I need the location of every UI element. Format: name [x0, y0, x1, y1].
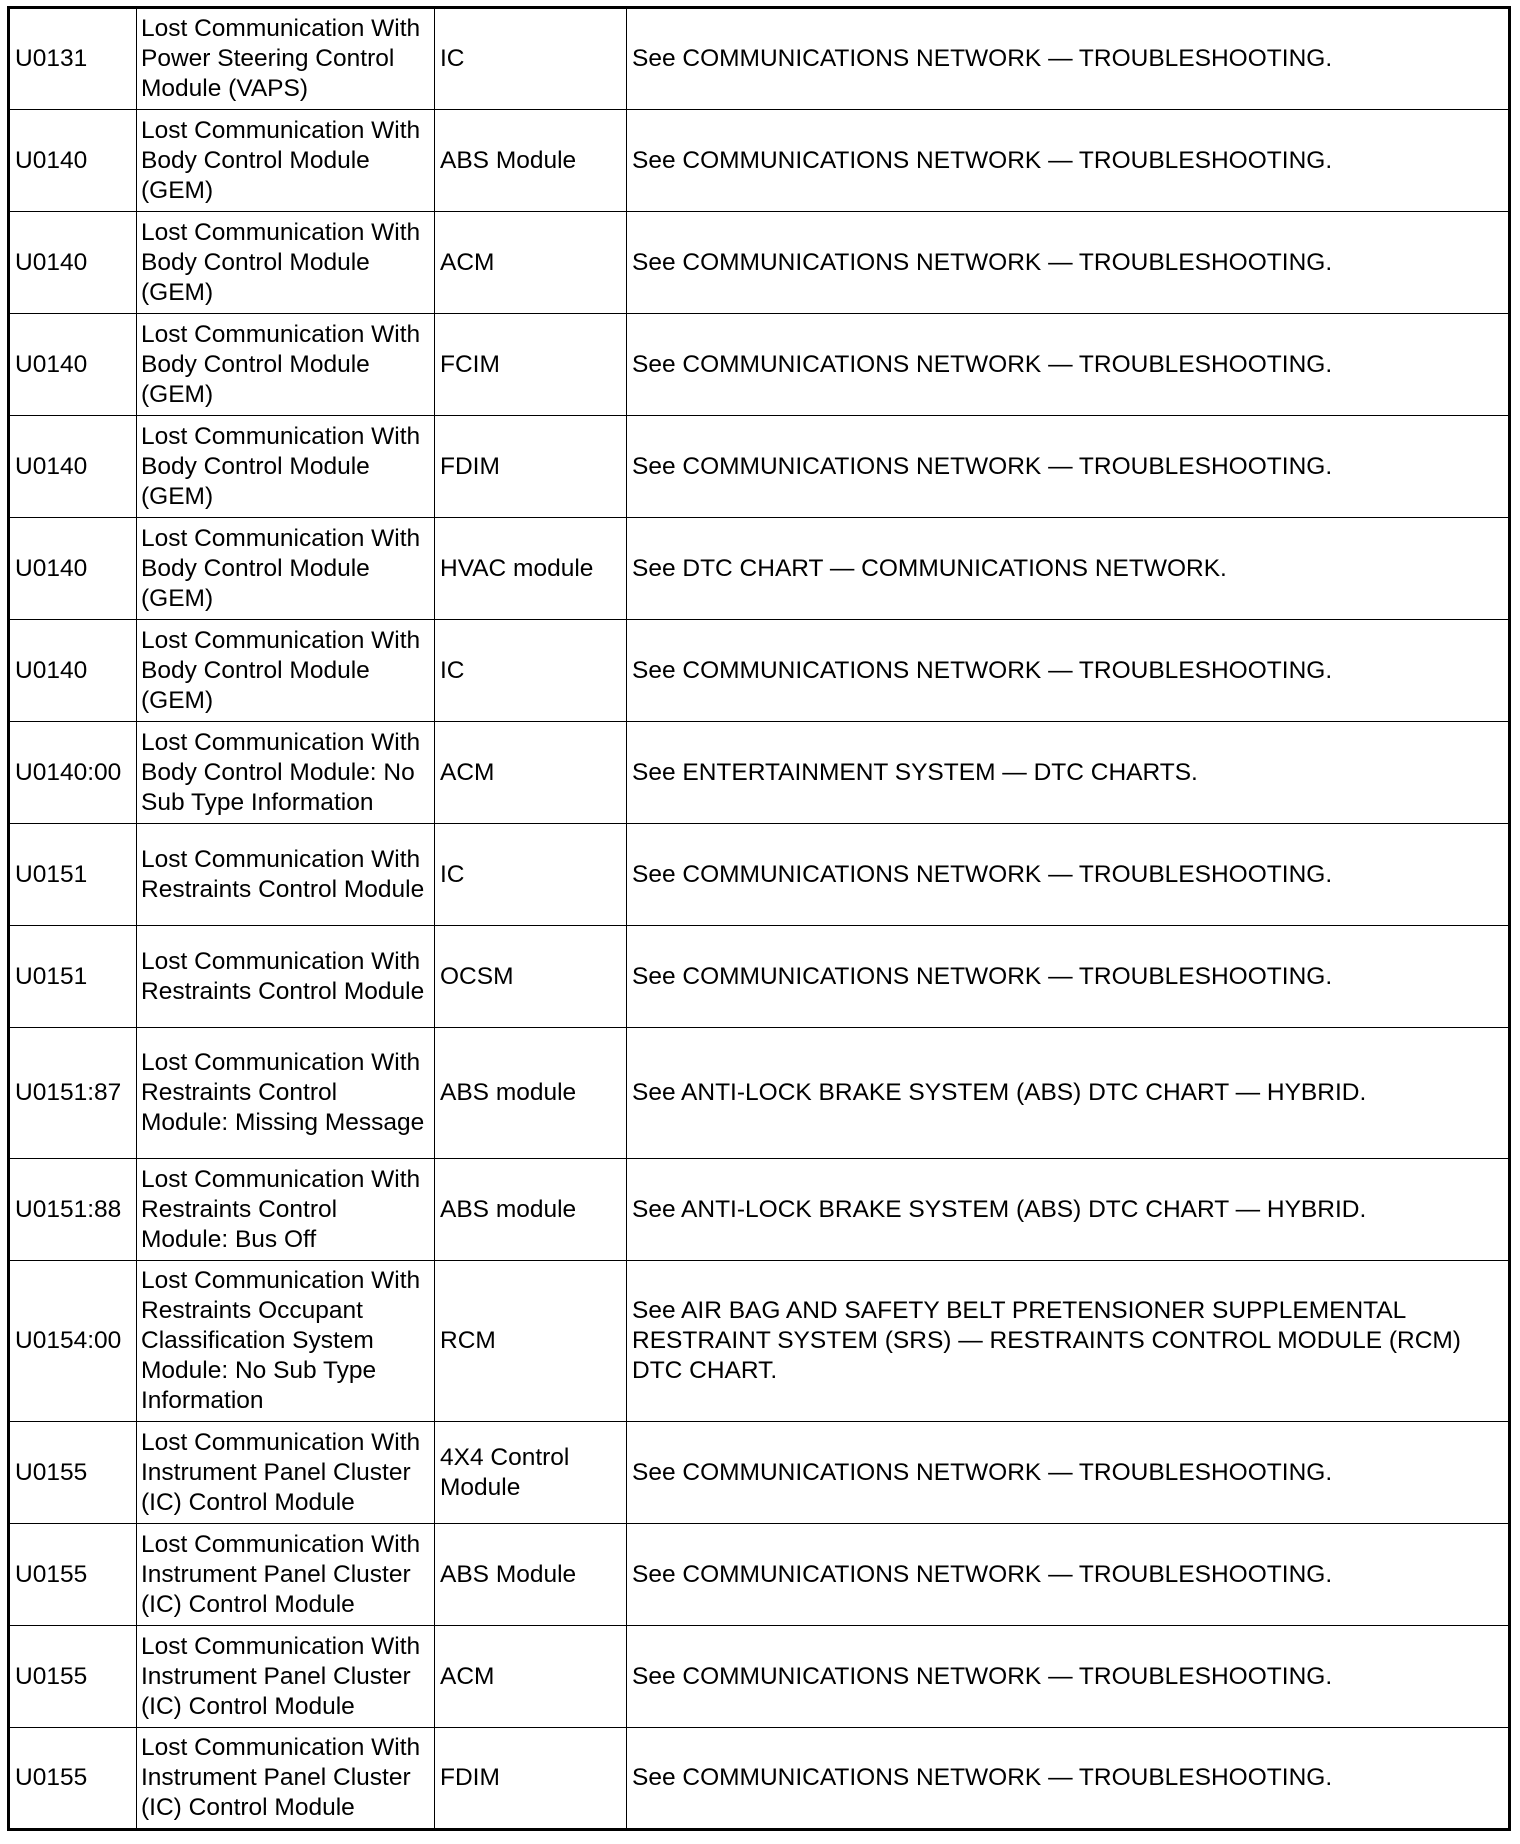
dtc-module-cell: ACM	[435, 212, 627, 314]
dtc-description-cell: Lost Communication With Restraints Control Module	[137, 824, 435, 926]
dtc-action-cell: See COMMUNICATIONS NETWORK — TROUBLESHOOTING.	[627, 416, 1510, 518]
dtc-action-cell: See COMMUNICATIONS NETWORK — TROUBLESHOOTING.	[627, 1626, 1510, 1728]
dtc-description-cell: Lost Communication With Instrument Panel Cluster (IC) Control Module	[137, 1524, 435, 1626]
dtc-description-cell: Lost Communication With Instrument Panel Cluster (IC) Control Module	[137, 1422, 435, 1524]
dtc-action-cell: See COMMUNICATIONS NETWORK — TROUBLESHOOTING.	[627, 8, 1510, 110]
dtc-code-cell: U0140	[9, 518, 137, 620]
table-row	[9, 926, 1510, 1028]
dtc-action-cell: See COMMUNICATIONS NETWORK — TROUBLESHOOTING.	[627, 212, 1510, 314]
table-row	[9, 1524, 1510, 1626]
dtc-description-cell: Lost Communication With Body Control Module (GEM)	[137, 314, 435, 416]
table-row	[9, 1626, 1510, 1728]
table-row	[9, 518, 1510, 620]
dtc-code-cell: U0155	[9, 1524, 137, 1626]
dtc-module-cell: ACM	[435, 1626, 627, 1728]
dtc-code-cell: U0131	[9, 8, 137, 110]
dtc-code-cell: U0140	[9, 416, 137, 518]
dtc-code-cell: U0140:00	[9, 722, 137, 824]
dtc-action-cell: See COMMUNICATIONS NETWORK — TROUBLESHOOTING.	[627, 110, 1510, 212]
dtc-action-cell: See COMMUNICATIONS NETWORK — TROUBLESHOOTING.	[627, 1524, 1510, 1626]
table-row	[9, 1159, 1510, 1261]
dtc-action-cell: See DTC CHART — COMMUNICATIONS NETWORK.	[627, 518, 1510, 620]
dtc-table-body	[9, 8, 1510, 1830]
dtc-code-cell: U0140	[9, 620, 137, 722]
table-row	[9, 416, 1510, 518]
dtc-description-cell: Lost Communication With Restraints Occupant Classification System Module: No Sub Type Information	[137, 1261, 435, 1422]
dtc-description-cell: Lost Communication With Restraints Control Module: Missing Message	[137, 1028, 435, 1159]
dtc-description-cell: Lost Communication With Body Control Module (GEM)	[137, 620, 435, 722]
dtc-action-cell: See COMMUNICATIONS NETWORK — TROUBLESHOOTING.	[627, 824, 1510, 926]
table-row	[9, 212, 1510, 314]
dtc-action-cell: See ANTI-LOCK BRAKE SYSTEM (ABS) DTC CHART — HYBRID.	[627, 1028, 1510, 1159]
table-row	[9, 110, 1510, 212]
dtc-module-cell: IC	[435, 824, 627, 926]
table-row	[9, 8, 1510, 110]
dtc-module-cell: FDIM	[435, 416, 627, 518]
dtc-action-cell: See AIR BAG AND SAFETY BELT PRETENSIONER SUPPLEMENTAL RESTRAINT SYSTEM (SRS) — RESTRAINTS CONTROL MODULE (RCM) DTC CHART.	[627, 1261, 1510, 1422]
dtc-action-cell: See ENTERTAINMENT SYSTEM — DTC CHARTS.	[627, 722, 1510, 824]
table-row	[9, 722, 1510, 824]
table-row	[9, 1261, 1510, 1422]
dtc-description-cell: Lost Communication With Body Control Module (GEM)	[137, 212, 435, 314]
dtc-module-cell: IC	[435, 620, 627, 722]
dtc-description-cell: Lost Communication With Restraints Control Module: Bus Off	[137, 1159, 435, 1261]
dtc-code-cell: U0140	[9, 314, 137, 416]
table-row	[9, 824, 1510, 926]
dtc-description-cell: Lost Communication With Restraints Control Module	[137, 926, 435, 1028]
dtc-code-cell: U0140	[9, 110, 137, 212]
dtc-module-cell: HVAC module	[435, 518, 627, 620]
dtc-module-cell: FDIM	[435, 1728, 627, 1830]
dtc-description-cell: Lost Communication With Body Control Module (GEM)	[137, 110, 435, 212]
dtc-module-cell: ABS Module	[435, 110, 627, 212]
table-row	[9, 620, 1510, 722]
dtc-description-cell: Lost Communication With Instrument Panel Cluster (IC) Control Module	[137, 1626, 435, 1728]
dtc-code-cell: U0151	[9, 824, 137, 926]
dtc-action-cell: See COMMUNICATIONS NETWORK — TROUBLESHOOTING.	[627, 620, 1510, 722]
table-row	[9, 1028, 1510, 1159]
dtc-table	[7, 6, 1511, 1831]
dtc-module-cell: ABS module	[435, 1028, 627, 1159]
dtc-action-cell: See COMMUNICATIONS NETWORK — TROUBLESHOOTING.	[627, 926, 1510, 1028]
dtc-module-cell: ABS module	[435, 1159, 627, 1261]
dtc-action-cell: See COMMUNICATIONS NETWORK — TROUBLESHOOTING.	[627, 1728, 1510, 1830]
dtc-description-cell: Lost Communication With Power Steering Control Module (VAPS)	[137, 8, 435, 110]
dtc-code-cell: U0151	[9, 926, 137, 1028]
dtc-code-cell: U0155	[9, 1728, 137, 1830]
dtc-action-cell: See COMMUNICATIONS NETWORK — TROUBLESHOOTING.	[627, 1422, 1510, 1524]
dtc-code-cell: U0154:00	[9, 1261, 137, 1422]
dtc-code-cell: U0155	[9, 1422, 137, 1524]
table-row	[9, 314, 1510, 416]
table-row	[9, 1728, 1510, 1830]
dtc-description-cell: Lost Communication With Instrument Panel Cluster (IC) Control Module	[137, 1728, 435, 1830]
dtc-module-cell: RCM	[435, 1261, 627, 1422]
dtc-description-cell: Lost Communication With Body Control Module: No Sub Type Information	[137, 722, 435, 824]
dtc-code-cell: U0140	[9, 212, 137, 314]
dtc-action-cell: See COMMUNICATIONS NETWORK — TROUBLESHOOTING.	[627, 314, 1510, 416]
dtc-module-cell: ABS Module	[435, 1524, 627, 1626]
dtc-action-cell: See ANTI-LOCK BRAKE SYSTEM (ABS) DTC CHART — HYBRID.	[627, 1159, 1510, 1261]
dtc-description-cell: Lost Communication With Body Control Module (GEM)	[137, 518, 435, 620]
dtc-module-cell: ACM	[435, 722, 627, 824]
dtc-code-cell: U0155	[9, 1626, 137, 1728]
dtc-module-cell: OCSM	[435, 926, 627, 1028]
dtc-module-cell: IC	[435, 8, 627, 110]
dtc-module-cell: FCIM	[435, 314, 627, 416]
dtc-code-cell: U0151:87	[9, 1028, 137, 1159]
table-row	[9, 1422, 1510, 1524]
dtc-module-cell: 4X4 Control Module	[435, 1422, 627, 1524]
dtc-code-cell: U0151:88	[9, 1159, 137, 1261]
dtc-description-cell: Lost Communication With Body Control Module (GEM)	[137, 416, 435, 518]
